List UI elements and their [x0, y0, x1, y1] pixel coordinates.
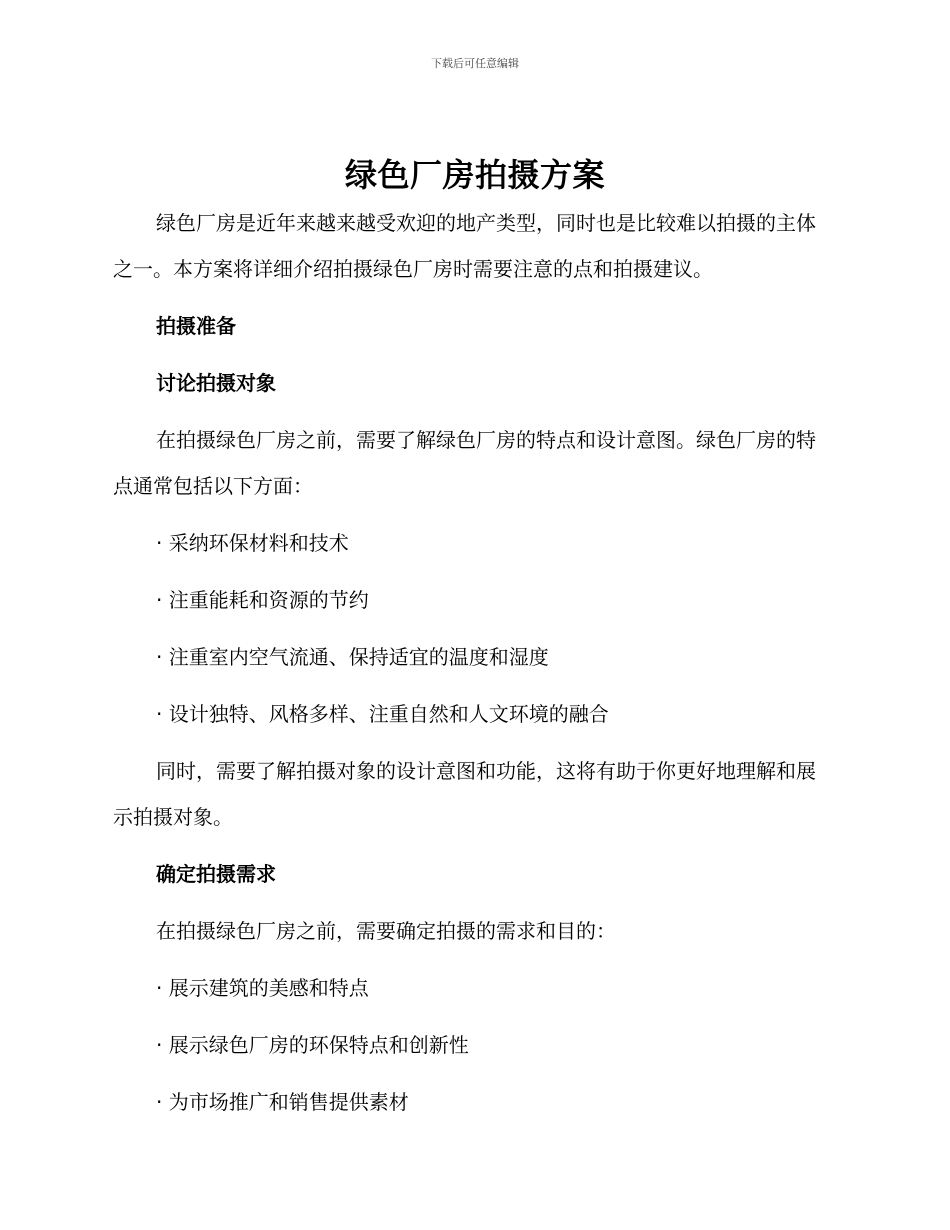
- section-heading-prep: 拍摄准备: [156, 314, 236, 338]
- list-item: · 为市场推广和销售提供素材: [156, 1090, 409, 1114]
- list-item: · 采纳环保材料和技术: [156, 531, 349, 555]
- subsection-heading-needs: 确定拍摄需求: [156, 862, 276, 886]
- list-item: · 展示建筑的美感和特点: [156, 976, 369, 1000]
- header-note: 下载后可任意编辑: [431, 57, 519, 70]
- list-item: · 展示绿色厂房的环保特点和创新性: [156, 1033, 469, 1057]
- object-paragraph: 在拍摄绿色厂房之前，需要了解绿色厂房的特点和设计意图。绿色厂房的特点通常包括以下方面：: [113, 428, 816, 498]
- document-body: [113, 200, 833, 1125]
- intro-paragraph: 绿色厂房是近年来越来越受欢迎的地产类型，同时也是比较难以拍摄的主体之一。本方案将详细介绍拍摄绿色厂房时需要注意的点和拍摄建议。: [113, 211, 816, 281]
- document-title: 绿色厂房拍摄方案: [344, 156, 605, 194]
- subsection-heading-object: 讨论拍摄对象: [156, 371, 276, 395]
- list-item: · 注重能耗和资源的节约: [156, 588, 369, 612]
- list-item: · 注重室内空气流通、保持适宜的温度和湿度: [156, 645, 549, 669]
- needs-paragraph: 在拍摄绿色厂房之前，需要确定拍摄的需求和目的：: [156, 919, 616, 943]
- object-paragraph-2: 同时，需要了解拍摄对象的设计意图和功能，这将有助于你更好地理解和展示拍摄对象。: [113, 759, 816, 829]
- list-item: · 设计独特、风格多样、注重自然和人文环境的融合: [156, 702, 609, 726]
